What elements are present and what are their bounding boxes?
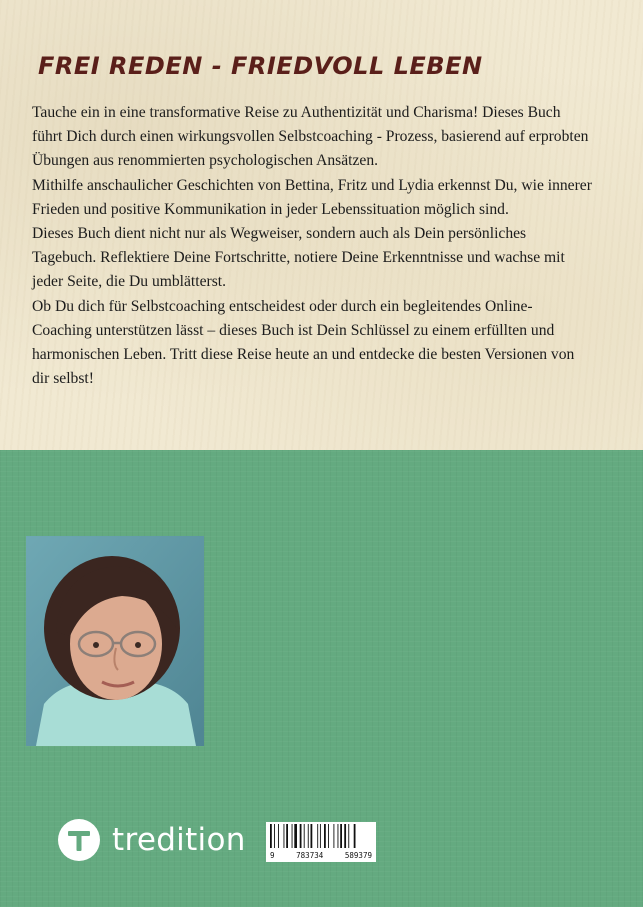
- barcode-bar: [292, 824, 293, 848]
- publisher-logo: [58, 818, 246, 862]
- blurb-paragraph: Tauche ein in eine transformative Reise zu Authentizität und Charisma! Dieses Buch führt Dich durch einen wirkungsvollen Selbstcoaching - Prozess, basierend auf erprobten Übungen aus renommierten psychologischen Ansätzen.: [32, 104, 589, 170]
- barcode-digit: 589379: [344, 851, 372, 860]
- barcode-bar: [308, 824, 309, 848]
- barcode-bar: [324, 824, 326, 848]
- barcode-bar: [354, 824, 356, 848]
- barcode-bar: [338, 824, 339, 848]
- barcode-bar: [333, 824, 334, 848]
- barcode-bar: [286, 824, 288, 848]
- book-title: FREI REDEN - FRIEDVOLL LEBEN: [38, 52, 483, 80]
- barcode-bar: [278, 824, 279, 848]
- barcode-bar: [320, 824, 321, 848]
- barcode-bars-icon: [270, 824, 372, 848]
- barcode-bar: [274, 824, 275, 848]
- barcode-bar: [328, 824, 329, 848]
- barcode-bar: [304, 824, 305, 848]
- blurb-paragraph: Dieses Buch dient nicht nur als Wegweiser, sondern auch als Dein persönliches Tagebuch. Reflektiere Deine Fortschritte, notiere Deine Erkenntnisse und wachse mit jeder Seite, die Du umblätterst.: [32, 225, 565, 291]
- barcode-digit: 9: [270, 851, 275, 860]
- publisher-name: tredition: [112, 822, 246, 858]
- barcode-bar: [284, 824, 285, 848]
- barcode-bar: [294, 824, 297, 848]
- barcode-bar: [300, 824, 302, 848]
- tredition-logo-icon: [58, 819, 100, 861]
- barcode-bar: [317, 824, 318, 848]
- isbn-barcode: [266, 822, 376, 862]
- barcode-digit: 783734: [296, 851, 324, 860]
- barcode-bar: [348, 824, 349, 848]
- barcode-bar: [311, 824, 313, 848]
- author-photo: [26, 536, 204, 746]
- barcode-bar: [344, 824, 346, 848]
- author-portrait-icon: [26, 536, 204, 746]
- blurb: [32, 101, 592, 391]
- barcode-bar: [270, 824, 272, 848]
- blurb-paragraph: Mithilfe anschaulicher Geschichten von Bettina, Fritz und Lydia erkennst Du, wie innerer Frieden und positive Kommunikation in jeder Lebenssituation möglich sind.: [32, 176, 592, 218]
- barcode-bar: [340, 824, 342, 848]
- blurb-paragraph: Ob Du dich für Selbstcoaching entscheidest oder durch ein begleitendes Online- Coaching unterstützen lässt – dieses Buch ist Dein Schlüssel zu einem erfüllten und harmonischen Leben. Tritt diese Reise heute an und entdecke die besten Versionen von dir selbst!: [32, 297, 575, 388]
